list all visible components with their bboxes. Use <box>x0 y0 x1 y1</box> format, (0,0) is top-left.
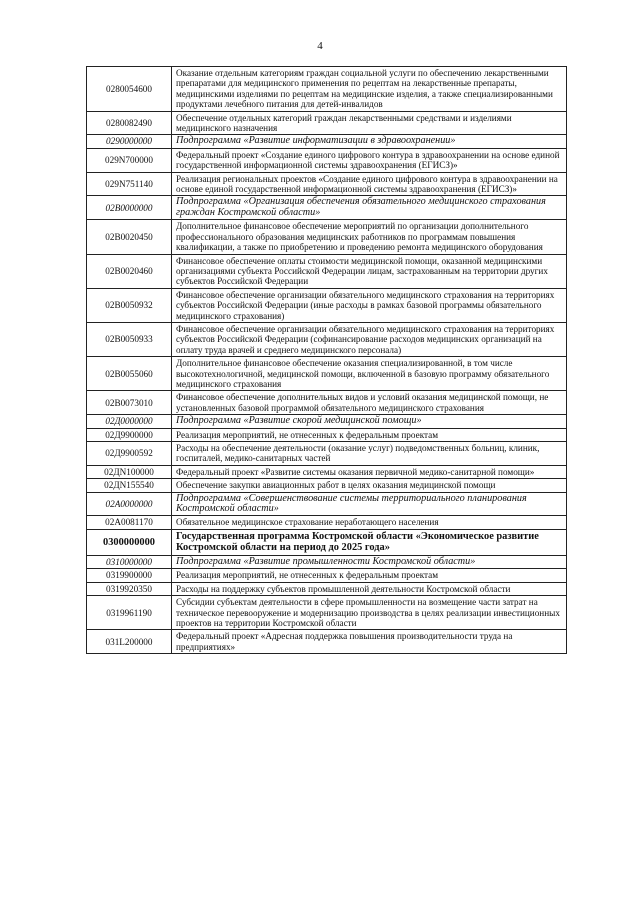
row-code: 02Д0000000 <box>87 415 172 428</box>
row-description: Подпрограмма «Организация обеспечения обязательного медицинского страхования граждан Костромской области» <box>172 196 567 220</box>
row-description: Финансовое обеспечение организации обязательного медицинского страхования на территориях субъектов Российской Федерации (иные расходы в рамках базовой программы обязательного медицинского страхования) <box>172 288 567 322</box>
table-row <box>87 415 567 428</box>
row-description: Государственная программа Костромской области «Экономическое развитие Костромской области на период до 2025 года» <box>172 529 567 555</box>
budget-classification-table <box>86 66 567 654</box>
table-row <box>87 67 567 112</box>
row-code: 0290000000 <box>87 135 172 148</box>
row-description: Оказание отдельным категориям граждан социальной услуги по обеспечению лекарственными препаратами для медицинского применения по рецептам на лекарственные препараты, медицинскими изделиями по рецептам на медицинские изделия, а также специализированными продуктами лечебного питания для детей-инвалидов <box>172 67 567 112</box>
row-code: 02ДN155540 <box>87 479 172 492</box>
row-description: Федеральный проект «Адресная поддержка повышения производительности труда на предприятиях» <box>172 630 567 654</box>
row-code: 0319920350 <box>87 582 172 595</box>
row-description: Подпрограмма «Развитие скорой медицинской помощи» <box>172 415 567 428</box>
table-row <box>87 220 567 254</box>
row-code: 02В0000000 <box>87 196 172 220</box>
table-row <box>87 196 567 220</box>
row-code: 02В0055060 <box>87 357 172 391</box>
row-code: 02ДN100000 <box>87 465 172 478</box>
table-row <box>87 569 567 582</box>
row-description: Реализация региональных проектов «Создание единого цифрового контура в здравоохранении на основе единой государственной информационной системы здравоохранения (ЕГИСЗ)» <box>172 172 567 196</box>
table-row <box>87 111 567 135</box>
row-description: Субсидии субъектам деятельности в сфере промышленности на возмещение части затрат на техническое перевооружение и модернизацию производства в целях реализации инвестиционных проектов на территории Костромской области <box>172 596 567 630</box>
table-row <box>87 254 567 288</box>
row-description: Обеспечение отдельных категорий граждан лекарственными средствами и изделиями медицинского назначения <box>172 111 567 135</box>
row-code: 02В0050932 <box>87 288 172 322</box>
row-description: Финансовое обеспечение организации обязательного медицинского страхования на территориях субъектов Российской Федерации (софинансирование расходов медицинских организаций на оплату труда врачей и среднего медицинского персонала) <box>172 322 567 356</box>
table-row <box>87 596 567 630</box>
table-row <box>87 148 567 172</box>
table-row <box>87 442 567 466</box>
row-description: Подпрограмма «Совершенствование системы территориального планирования Костромской области» <box>172 492 567 516</box>
table-body <box>87 67 567 654</box>
row-description: Финансовое обеспечение дополнительных видов и условий оказания медицинской помощи, не установленных базовой программой обязательного медицинского страхования <box>172 391 567 415</box>
table-row <box>87 288 567 322</box>
row-code: 02Д9900592 <box>87 442 172 466</box>
row-description: Дополнительное финансовое обеспечение оказания специализированной, в том числе высокотехнологичной, медицинской помощи, включенной в базовую программу обязательного медицинского страхования <box>172 357 567 391</box>
table-row <box>87 465 567 478</box>
row-description: Реализация мероприятий, не отнесенных к федеральным проектам <box>172 569 567 582</box>
page-number: 4 <box>317 40 323 52</box>
row-code: 02А0081170 <box>87 516 172 529</box>
row-description: Расходы на обеспечение деятельности (оказание услуг) подведомственных больниц, клиник, госпиталей, медико-санитарных частей <box>172 442 567 466</box>
row-code: 02В0020460 <box>87 254 172 288</box>
table-row <box>87 516 567 529</box>
row-code: 02А0000000 <box>87 492 172 516</box>
row-description: Федеральный проект «Создание единого цифрового контура в здравоохранении на основе единой государственной информационной системы здравоохранения (ЕГИСЗ)» <box>172 148 567 172</box>
row-code: 029N751140 <box>87 172 172 196</box>
row-code: 0319961190 <box>87 596 172 630</box>
row-description: Реализация мероприятий, не отнесенных к федеральным проектам <box>172 428 567 441</box>
table-row <box>87 391 567 415</box>
row-description: Обеспечение закупки авиационных работ в целях оказания медицинской помощи <box>172 479 567 492</box>
table-row <box>87 322 567 356</box>
row-description: Финансовое обеспечение оплаты стоимости медицинской помощи, оказанной медицинскими организациями субъекта Российской Федерации лицам, застрахованным на территории других субъектов Российской Федерации <box>172 254 567 288</box>
table-row <box>87 357 567 391</box>
table-row <box>87 172 567 196</box>
row-code: 02В0020450 <box>87 220 172 254</box>
row-code: 0300000000 <box>87 529 172 555</box>
row-code: 0280082490 <box>87 111 172 135</box>
row-code: 0280054600 <box>87 67 172 112</box>
table-row <box>87 529 567 555</box>
row-code: 029N700000 <box>87 148 172 172</box>
row-description: Федеральный проект «Развитие системы оказания первичной медико-санитарной помощи» <box>172 465 567 478</box>
row-code: 02В0073010 <box>87 391 172 415</box>
row-code: 0319900000 <box>87 569 172 582</box>
row-description: Расходы на поддержку субъектов промышленной деятельности Костромской области <box>172 582 567 595</box>
row-description: Дополнительное финансовое обеспечение мероприятий по организации дополнительного профессионального образования медицинских работников по программам повышения квалификации, а также по приобретению и проведению ремонта медицинского оборудования <box>172 220 567 254</box>
row-description: Подпрограмма «Развитие промышленности Костромской области» <box>172 556 567 569</box>
row-code: 02В0050933 <box>87 322 172 356</box>
row-code: 02Д9900000 <box>87 428 172 441</box>
row-description: Обязательное медицинское страхование неработающего населения <box>172 516 567 529</box>
table-row <box>87 582 567 595</box>
table-row <box>87 556 567 569</box>
table-row <box>87 479 567 492</box>
table-row <box>87 135 567 148</box>
table-row <box>87 630 567 654</box>
row-description: Подпрограмма «Развитие информатизации в здравоохранении» <box>172 135 567 148</box>
row-code: 031L200000 <box>87 630 172 654</box>
table-row <box>87 428 567 441</box>
row-code: 0310000000 <box>87 556 172 569</box>
table-row <box>87 492 567 516</box>
